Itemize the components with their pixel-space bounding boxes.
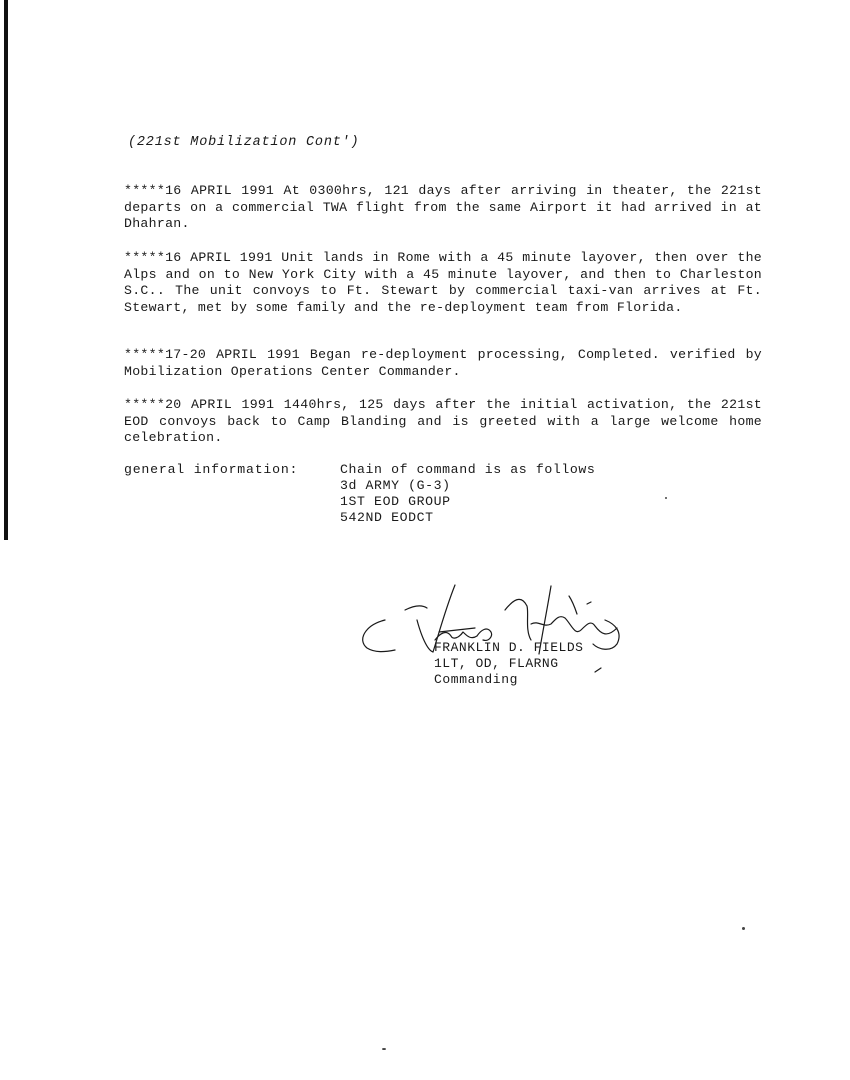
paragraph-arrive-stewart: *****16 APRIL 1991 Unit lands in Rome with a 45 minute layover, then over the Alps and on to New York City with a 45 minute layover, and then to Charleston S.C.. The unit convoys to Ft. Stewart by commercial taxi-van arrives at Ft. Stewart, met by some family and the re-deployment team from Florida. — [124, 250, 762, 315]
paragraph-redeployment-processing: *****17-20 APRIL 1991 Began re-deployment processing, Completed. verified by Mobilization Operations Center Commander. — [124, 347, 762, 379]
chain-item-eod-group: 1ST EOD GROUP — [340, 494, 451, 509]
paragraph-depart-dhahran: *****16 APRIL 1991 At 0300hrs, 121 days after arriving in theater, the 221st departs on a commercial TWA flight from the same Airport it had arrived in at Dhahran. — [124, 183, 762, 231]
scan-speck — [382, 1048, 386, 1050]
continuation-heading: (221st Mobilization Cont') — [128, 135, 360, 150]
chain-item-eodct: 542ND EODCT — [340, 510, 434, 525]
scan-speck — [665, 497, 667, 499]
chain-of-command — [340, 462, 595, 526]
scan-speck — [742, 927, 745, 930]
signer-rank: 1LT, OD, FLARNG — [434, 656, 559, 671]
signer-role: Commanding — [434, 672, 519, 687]
signature-block — [355, 580, 645, 690]
chain-item-army: 3d ARMY (G-3) — [340, 478, 451, 493]
general-information-label: general information: — [124, 462, 299, 477]
chain-intro: Chain of command is as follows — [340, 462, 596, 477]
page-edge-bar — [4, 0, 8, 540]
paragraph-welcome-home: *****20 APRIL 1991 1440hrs, 125 days after the initial activation, the 221st EOD convoys back to Camp Blanding and is greeted with a large welcome home celebration. — [124, 397, 762, 445]
signer-name: FRANKLIN D. FIELDS — [434, 640, 584, 655]
